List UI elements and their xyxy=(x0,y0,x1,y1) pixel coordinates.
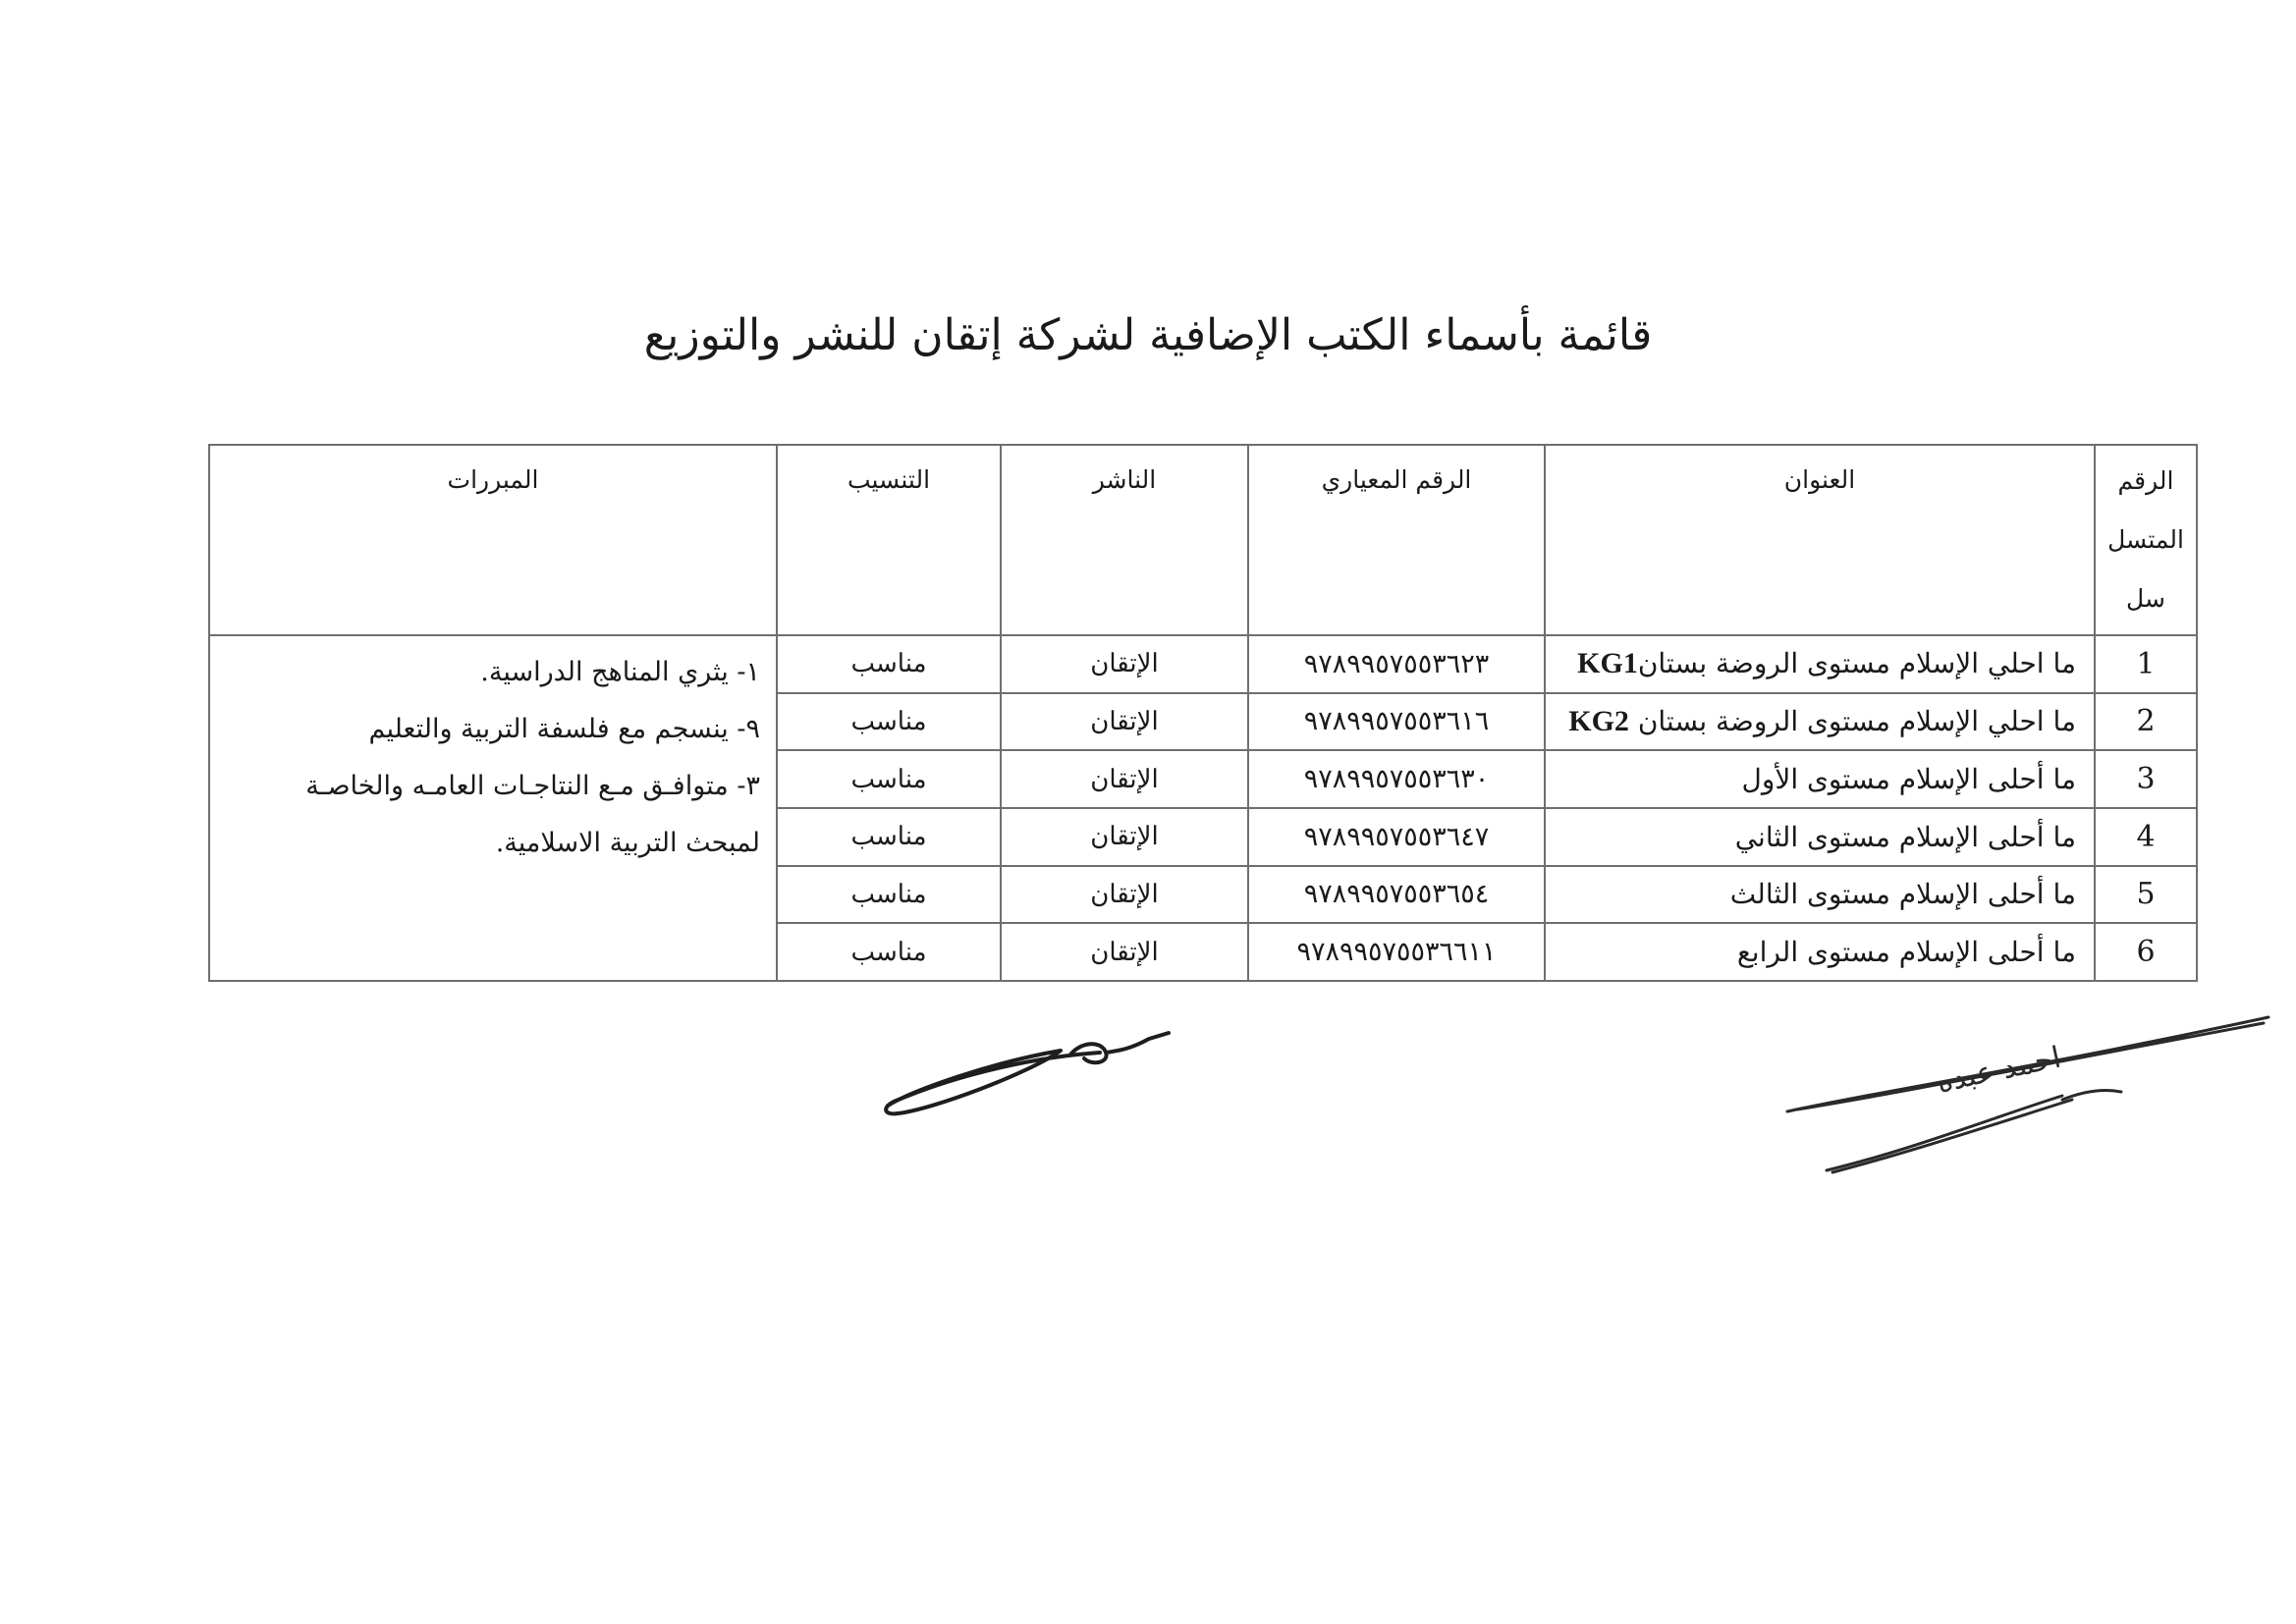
cell-serial: 6 xyxy=(2095,923,2197,981)
cell-title: ما أحلى الإسلام مستوى الثاني xyxy=(1545,808,2095,866)
title-level: KG1 xyxy=(1577,647,1638,680)
cell-title xyxy=(1545,635,2095,693)
header-serial xyxy=(2095,445,2197,635)
cell-serial: 2 xyxy=(2095,693,2197,751)
header-serial-line: المتسل xyxy=(2107,525,2184,554)
cell-publisher: الإتقان xyxy=(1001,750,1248,808)
cell-publisher: الإتقان xyxy=(1001,693,1248,751)
cell-fitness: مناسب xyxy=(777,923,1001,981)
page-title: قائمة بأسماء الكتب الإضافية لشركة إتقان للنشر والتوزيع xyxy=(643,310,1653,360)
cell-fitness: مناسب xyxy=(777,693,1001,751)
cell-title xyxy=(1545,693,2095,751)
header-isbn: الرقم المعياري xyxy=(1248,445,1545,635)
header-justifications: المبررات xyxy=(209,445,777,635)
books-table xyxy=(208,444,2198,982)
header-title: العنوان xyxy=(1545,445,2095,635)
cell-isbn: ٩٧٨٩٩٥٧٥٥٣٦٦١١ xyxy=(1248,923,1545,981)
cell-title: ما أحلى الإسلام مستوى الرابع xyxy=(1545,923,2095,981)
title-level: KG2 xyxy=(1568,704,1629,737)
header-publisher: الناشر xyxy=(1001,445,1248,635)
signature-right xyxy=(1768,1001,2278,1188)
cell-isbn: ٩٧٨٩٩٥٧٥٥٣٦٥٤ xyxy=(1248,866,1545,924)
cell-title: ما أحلى الإسلام مستوى الأول xyxy=(1545,750,2095,808)
cell-fitness: مناسب xyxy=(777,635,1001,693)
cell-fitness: مناسب xyxy=(777,750,1001,808)
cell-publisher: الإتقان xyxy=(1001,866,1248,924)
cell-fitness: مناسب xyxy=(777,866,1001,924)
cell-serial: 1 xyxy=(2095,635,2197,693)
cell-publisher: الإتقان xyxy=(1001,923,1248,981)
cell-isbn: ٩٧٨٩٩٥٧٥٥٣٦١٦ xyxy=(1248,693,1545,751)
cell-isbn: ٩٧٨٩٩٥٧٥٥٣٦٤٧ xyxy=(1248,808,1545,866)
cell-fitness: مناسب xyxy=(777,808,1001,866)
justification-line: لمبحث التربية الاسلامية. xyxy=(495,828,760,858)
table-row xyxy=(209,635,2197,693)
cell-title: ما أحلى الإسلام مستوى الثالث xyxy=(1545,866,2095,924)
header-serial-line: الرقم xyxy=(2117,466,2174,495)
justification-line: ٣- متوافـق مـع النتاجـات العامـه والخاصـة xyxy=(305,771,760,801)
cell-serial: 3 xyxy=(2095,750,2197,808)
table-header-row xyxy=(209,445,2197,635)
signature-left xyxy=(874,1011,1188,1119)
cell-publisher: الإتقان xyxy=(1001,635,1248,693)
cell-isbn: ٩٧٨٩٩٥٧٥٥٣٦٢٣ xyxy=(1248,635,1545,693)
title-text: ما احلي الإسلام مستوى الروضة بستان xyxy=(1637,647,2076,680)
justification-line: ١- يثري المناهج الدراسية. xyxy=(480,657,760,687)
cell-serial: 4 xyxy=(2095,808,2197,866)
cell-serial: 5 xyxy=(2095,866,2197,924)
header-serial-line: سل xyxy=(2126,584,2165,613)
cell-publisher: الإتقان xyxy=(1001,808,1248,866)
header-fitness: التنسيب xyxy=(777,445,1001,635)
signature-name: احمد عبده xyxy=(1934,1040,2064,1101)
title-text: ما احلي الإسلام مستوى الروضة بستان xyxy=(1637,704,2076,737)
cell-justifications xyxy=(209,635,777,981)
justification-line: ٩- ينسجم مع فلسفة التربية والتعليم xyxy=(368,714,760,744)
cell-isbn: ٩٧٨٩٩٥٧٥٥٣٦٣٠ xyxy=(1248,750,1545,808)
